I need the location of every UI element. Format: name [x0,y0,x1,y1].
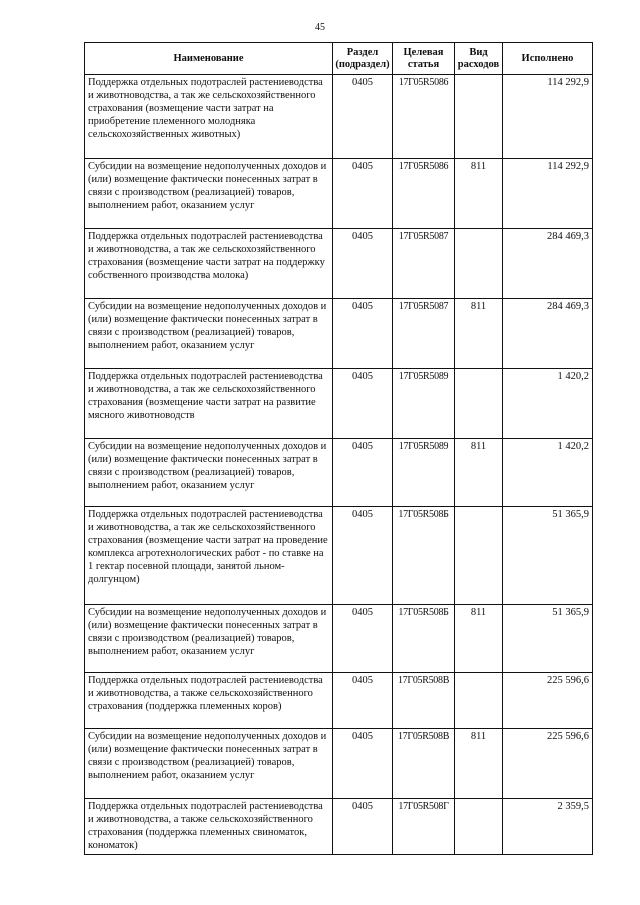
table-row [85,507,593,605]
table-row [85,439,593,507]
row-section: 0405 [333,799,393,855]
row-amount: 51 365,9 [503,507,593,605]
header-executed: Исполнено [503,43,593,75]
header-expense-type-line2: расходов [457,58,500,70]
row-name: Поддержка отдельных подотраслей растениеводства и животноводства, а так же сельскохозяйственного страхования (возмещение части затрат на развитие мясного животноводств [85,369,333,439]
row-article: 17Г05R5089 [393,369,455,439]
budget-execution-table [84,42,593,855]
row-amount: 284 469,3 [503,229,593,299]
row-amount: 1 420,2 [503,439,593,507]
header-section-line2: (подраздел) [335,58,390,70]
row-section: 0405 [333,75,393,159]
table-row [85,673,593,729]
header-article-line2: статья [407,58,440,70]
row-name: Поддержка отдельных подотраслей растениеводства и животноводства, а также сельскохозяйственного страхования (поддержка племенных коров) [85,673,333,729]
row-section: 0405 [333,369,393,439]
row-article: 17Г05R508Б [393,605,455,673]
row-amount: 225 596,6 [503,673,593,729]
row-article: 17Г05R508Б [393,507,455,605]
row-expense-type [455,673,503,729]
row-amount: 51 365,9 [503,605,593,673]
table-row [85,159,593,229]
row-expense-type: 811 [455,159,503,229]
row-expense-type [455,369,503,439]
row-article: 17Г05R5086 [393,75,455,159]
header-article-line1: Целевая [403,46,444,58]
row-expense-type: 811 [455,439,503,507]
row-expense-type: 811 [455,605,503,673]
header-name: Наименование [85,43,333,75]
row-name: Субсидии на возмещение недополученных доходов и (или) возмещение фактически понесенных затрат в связи с производством (реализацией) товаров, выполнением работ, оказанием услуг [85,605,333,673]
row-article: 17Г05R5086 [393,159,455,229]
row-article: 17Г05R508В [393,729,455,799]
table-row [85,229,593,299]
row-name: Субсидии на возмещение недополученных доходов и (или) возмещение фактически понесенных затрат в связи с производством (реализацией) товаров, выполнением работ, оказанием услуг [85,439,333,507]
row-expense-type: 811 [455,729,503,799]
row-article: 17Г05R5089 [393,439,455,507]
row-article: 17Г05R5087 [393,229,455,299]
page-number: 45 [315,22,325,33]
row-expense-type [455,507,503,605]
table-header-row [85,43,593,75]
row-section: 0405 [333,507,393,605]
row-name: Субсидии на возмещение недополученных доходов и (или) возмещение фактически понесенных затрат в связи с производством (реализацией) товаров, выполнением работ, оказанием услуг [85,729,333,799]
header-expense-type-line1: Вид [469,46,488,58]
row-amount: 284 469,3 [503,299,593,369]
row-section: 0405 [333,439,393,507]
header-section-line1: Раздел [346,46,379,58]
row-name: Поддержка отдельных подотраслей растениеводства и животноводства, а так же сельскохозяйственного страхования (возмещение части затрат на приобретение племенного молодняка сельскохозяйственных животных) [85,75,333,159]
row-name: Поддержка отдельных подотраслей растениеводства и животноводства, а так же сельскохозяйственного страхования (возмещение части затрат на проведение комплекса агротехнологических работ - по ставке на 1 гектар посевной площади, занятой льном-долгунцом) [85,507,333,605]
header-expense-type [455,43,503,75]
row-article: 17Г05R508В [393,673,455,729]
header-article [393,43,455,75]
row-section: 0405 [333,229,393,299]
table-row [85,605,593,673]
row-name: Субсидии на возмещение недополученных доходов и (или) возмещение фактически понесенных затрат в связи с производством (реализацией) товаров, выполнением работ, оказанием услуг [85,299,333,369]
table-row [85,75,593,159]
row-amount: 114 292,9 [503,159,593,229]
row-section: 0405 [333,299,393,369]
row-article: 17Г05R508Г [393,799,455,855]
table-row [85,729,593,799]
row-section: 0405 [333,729,393,799]
row-expense-type [455,799,503,855]
table-row [85,799,593,855]
row-section: 0405 [333,673,393,729]
row-section: 0405 [333,159,393,229]
row-expense-type: 811 [455,299,503,369]
row-amount: 225 596,6 [503,729,593,799]
row-name: Субсидии на возмещение недополученных доходов и (или) возмещение фактически понесенных затрат в связи с производством (реализацией) товаров, выполнением работ, оказанием услуг [85,159,333,229]
row-amount: 114 292,9 [503,75,593,159]
row-expense-type [455,229,503,299]
row-amount: 2 359,5 [503,799,593,855]
row-name: Поддержка отдельных подотраслей растениеводства и животноводства, а также сельскохозяйственного страхования (поддержка племенных свиноматок, кономаток) [85,799,333,855]
row-expense-type [455,75,503,159]
row-name: Поддержка отдельных подотраслей растениеводства и животноводства, а так же сельскохозяйственного страхования (возмещение части затрат на поддержку собственного производства молока) [85,229,333,299]
row-article: 17Г05R5087 [393,299,455,369]
row-section: 0405 [333,605,393,673]
row-amount: 1 420,2 [503,369,593,439]
header-section [333,43,393,75]
table-row [85,299,593,369]
table-row [85,369,593,439]
